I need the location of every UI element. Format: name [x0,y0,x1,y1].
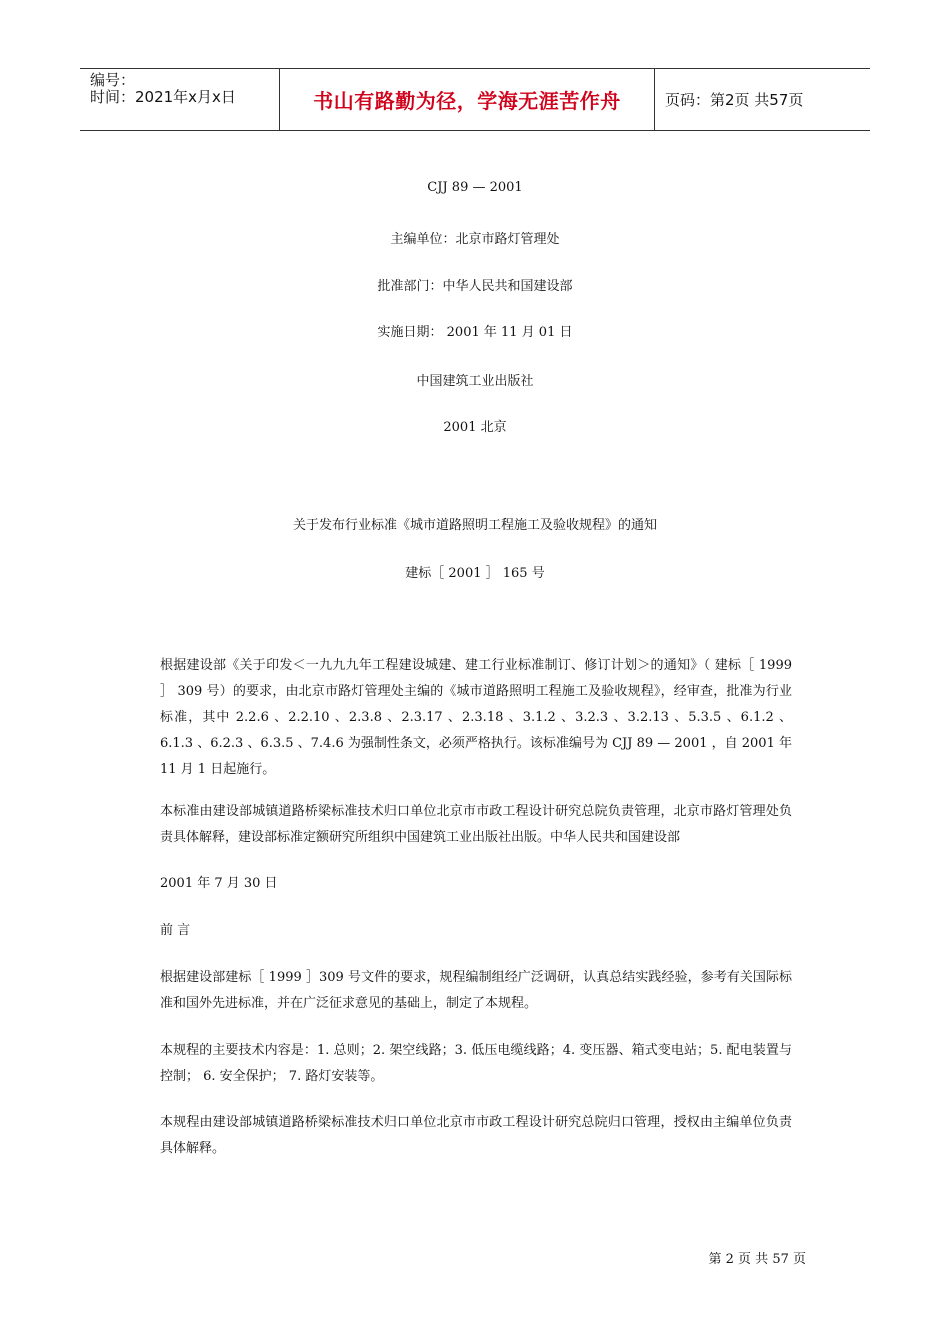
preface-paragraph-2: 本规程的主要技术内容是：1. 总则；2. 架空线路；3. 低压电缆线路；4. 变压器、箱式变电站；5. 配电装置与控制； 6. 安全保护； 7. 路灯安装等。 [160,1043,792,1084]
standard-code: CJJ 89 — 2001 [427,180,523,195]
notice-date: 2001 年 7 月 30 日 [160,876,278,891]
preface-paragraph-3: 本规程由建设部城镇道路桥梁标准技术归口单位北京市市政工程设计研究总院归口管理，授权由主编单位负责具体解释。 [160,1115,792,1156]
header-date-label: 时间：2021年x月x日 [90,88,236,106]
preface-heading: 前 言 [160,923,191,938]
header-number-label: 编号： [90,71,136,89]
notice-doc-number: 建标［ 2001 ］ 165 号 [405,566,545,581]
page-header [80,68,870,131]
notice-paragraph-2: 本标准由建设部城镇道路桥梁标准技术归口单位北京市市政工程设计研究总院负责管理，北京市路灯管理处负责具体解释，建设部标准定额研究所组织中国建筑工业出版社出版。中华人民共和国建设部 [160,804,792,845]
footer-page-number: 第 2 页 共 57 页 [708,1252,806,1267]
preface-paragraph-1: 根据建设部建标［ 1999 ］309 号文件的要求，规程编制组经广泛调研，认真总结实践经验，参考有关国际标准和国外先进标准，并在广泛征求意见的基础上，制定了本规程。 [160,970,792,1011]
effective-date: 实施日期： 2001 年 11 月 01 日 [377,325,573,340]
notice-paragraph-1: 根据建设部《关于印发＜一九九九年工程建设城建、建工行业标准制订、修订计划＞的通知》（ 建标［ 1999 ］ 309 号）的要求，由北京市路灯管理处主编的《城市道路照明工程施工及验收规程》，经审查，批准为行业标准，其中 2.2.6 、2.2.10 、2.3.8 、2.3.17 、2.3.18 、3.1.2 、3.2.3 、3.2.13 、5.3.5 、6.1.2 、6.1.3 、6.2.3 、6.3.5 、7.4.6 为强制性条文，必须严格执行。该标准编号为 CJJ 89 — 2001 ，自 2001 年 11 月 1 日起施行。 [160,658,792,777]
place-year: 2001 北京 [443,420,507,435]
header-motto: 书山有路勤为径，学海无涯苦作舟 [280,69,655,130]
approving-department: 批准部门：中华人民共和国建设部 [377,279,573,294]
header-meta [80,69,280,130]
notice-title: 关于发布行业标准《城市道路照明工程施工及验收规程》的通知 [292,518,657,533]
editor-unit: 主编单位：北京市路灯管理处 [390,232,560,247]
header-page-label: 页码：第2页 共57页 [665,91,804,109]
publisher: 中国建筑工业出版社 [416,374,534,389]
